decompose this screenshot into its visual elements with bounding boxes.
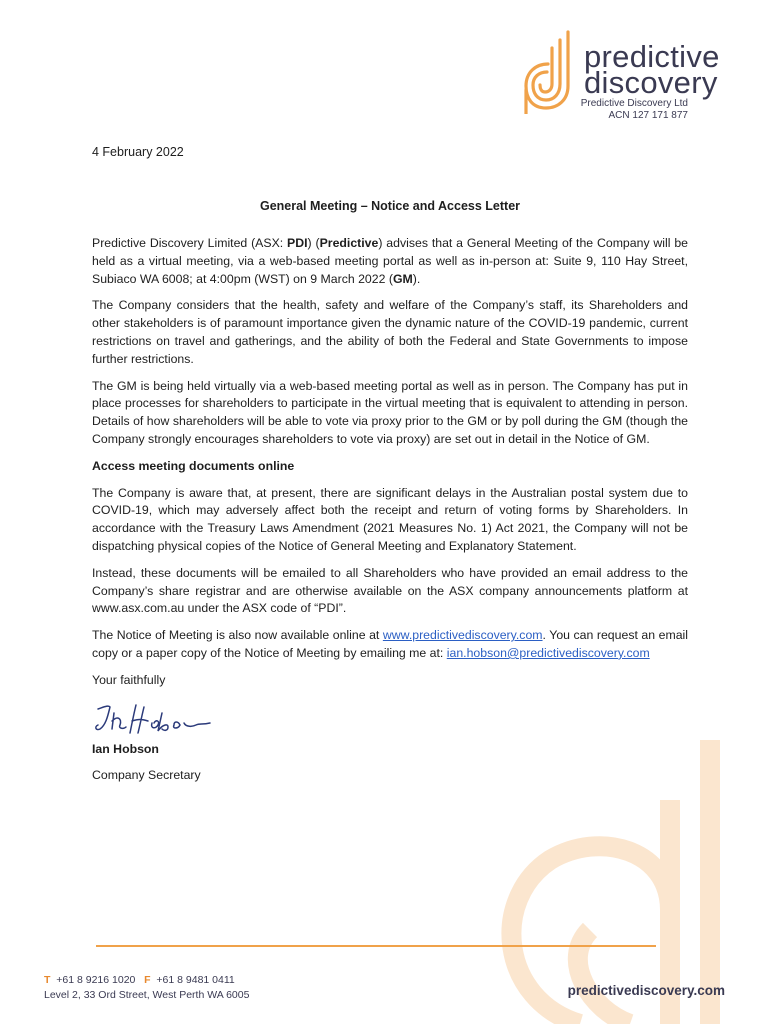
text: . You can request an email copy or a paper copy of the Notice of Meeting by emailing me at: bbox=[92, 628, 688, 660]
company-details bbox=[540, 98, 688, 122]
website-link[interactable]: www.predictivediscovery.com bbox=[382, 628, 543, 643]
logo-line-2: discovery bbox=[584, 65, 718, 100]
letter-date: 4 February 2022 bbox=[92, 145, 184, 159]
company-logo-wordmark bbox=[584, 39, 720, 100]
text: ). bbox=[412, 271, 421, 286]
letter-body bbox=[92, 235, 688, 794]
short-name: Predictive bbox=[319, 236, 379, 250]
paragraph-online-availability bbox=[92, 627, 688, 663]
paragraph-safety: The Company considers that the health, safety and welfare of the Company’s staff, its Shareholders and other stakeholders is of paramount importance given the dynamic nature of the COVID-19 pandemic, current restrictions on travel and gatherings, and the ability of both the Federal and State Governments to impose further restrictions. bbox=[92, 298, 688, 366]
phone-number: +61 8 9216 1020 bbox=[56, 974, 136, 986]
fax-label: F bbox=[144, 974, 151, 986]
subheading: Access meeting documents online bbox=[92, 458, 295, 473]
company-acn: ACN 127 171 877 bbox=[608, 110, 688, 121]
footer-website[interactable]: predictivediscovery.com bbox=[567, 983, 725, 998]
signer-title: Company Secretary bbox=[92, 768, 201, 783]
company-name: Predictive Discovery Ltd bbox=[580, 98, 688, 109]
closing: Your faithfully bbox=[92, 672, 166, 687]
fax-number: +61 8 9481 0411 bbox=[156, 974, 235, 986]
footer-address: Level 2, 33 Ord Street, West Perth WA 6005 bbox=[44, 989, 250, 1001]
text: ) advises that a General Meeting of the Company will be held as a virtual meeting, via a web-based meeting portal as well as in-person at: Suite 9, 110 Hay Street, Subiaco WA 6008; at 4:00pm (WST) on 9 March 2022 ( bbox=[92, 236, 689, 286]
email-link[interactable]: ian.hobson@predictivediscovery.com bbox=[446, 645, 650, 660]
text: Predictive Discovery Limited (ASX: bbox=[92, 236, 288, 250]
asx-code: PDI bbox=[287, 236, 308, 250]
paragraph-virtual-meeting: The GM is being held virtually via a web-based meeting portal as well as in person. The Company has put in place processes for shareholders to participate in the virtual meeting that is equivalent to attending in person. Details of how shareholders will be able to vote via proxy prior to the GM or by poll during the GM (though the Company strongly encourages shareholders to vote via proxy) are set out in detail in the Notice of GM. bbox=[92, 378, 688, 446]
text: ) ( bbox=[307, 236, 320, 250]
phone-label: T bbox=[44, 974, 51, 986]
footer-phones bbox=[44, 973, 249, 988]
gm-abbrev: GM bbox=[392, 271, 413, 286]
signature-image bbox=[92, 699, 232, 739]
paragraph-postal-delays: The Company is aware that, at present, there are significant delays in the Australian postal system due to COVID-19, which may adversely affect both the receipt and return of voting forms by Shareholders. In accordance with the Treasury Laws Amendment (2021 Measures No. 1) Act 2021, the Company will not be dispatching physical copies of the Notice of General Meeting and Explanatory Statement. bbox=[92, 485, 688, 553]
text: The Notice of Meeting is also now available online at bbox=[92, 628, 383, 643]
paragraph-email-documents: Instead, these documents will be emailed to all Shareholders who have provided an email address to the Company’s share registrar and are otherwise available on the ASX company announcements platform at www.asx.com.au under the ASX code of “PDI”. bbox=[92, 565, 688, 616]
paragraph-intro bbox=[92, 235, 688, 288]
footer-contact bbox=[44, 973, 249, 1003]
footer-divider bbox=[96, 945, 656, 947]
signer-name: Ian Hobson bbox=[92, 741, 159, 756]
letter-title: General Meeting – Notice and Access Letter bbox=[259, 199, 521, 213]
logo-line-1: predictive bbox=[584, 39, 720, 74]
